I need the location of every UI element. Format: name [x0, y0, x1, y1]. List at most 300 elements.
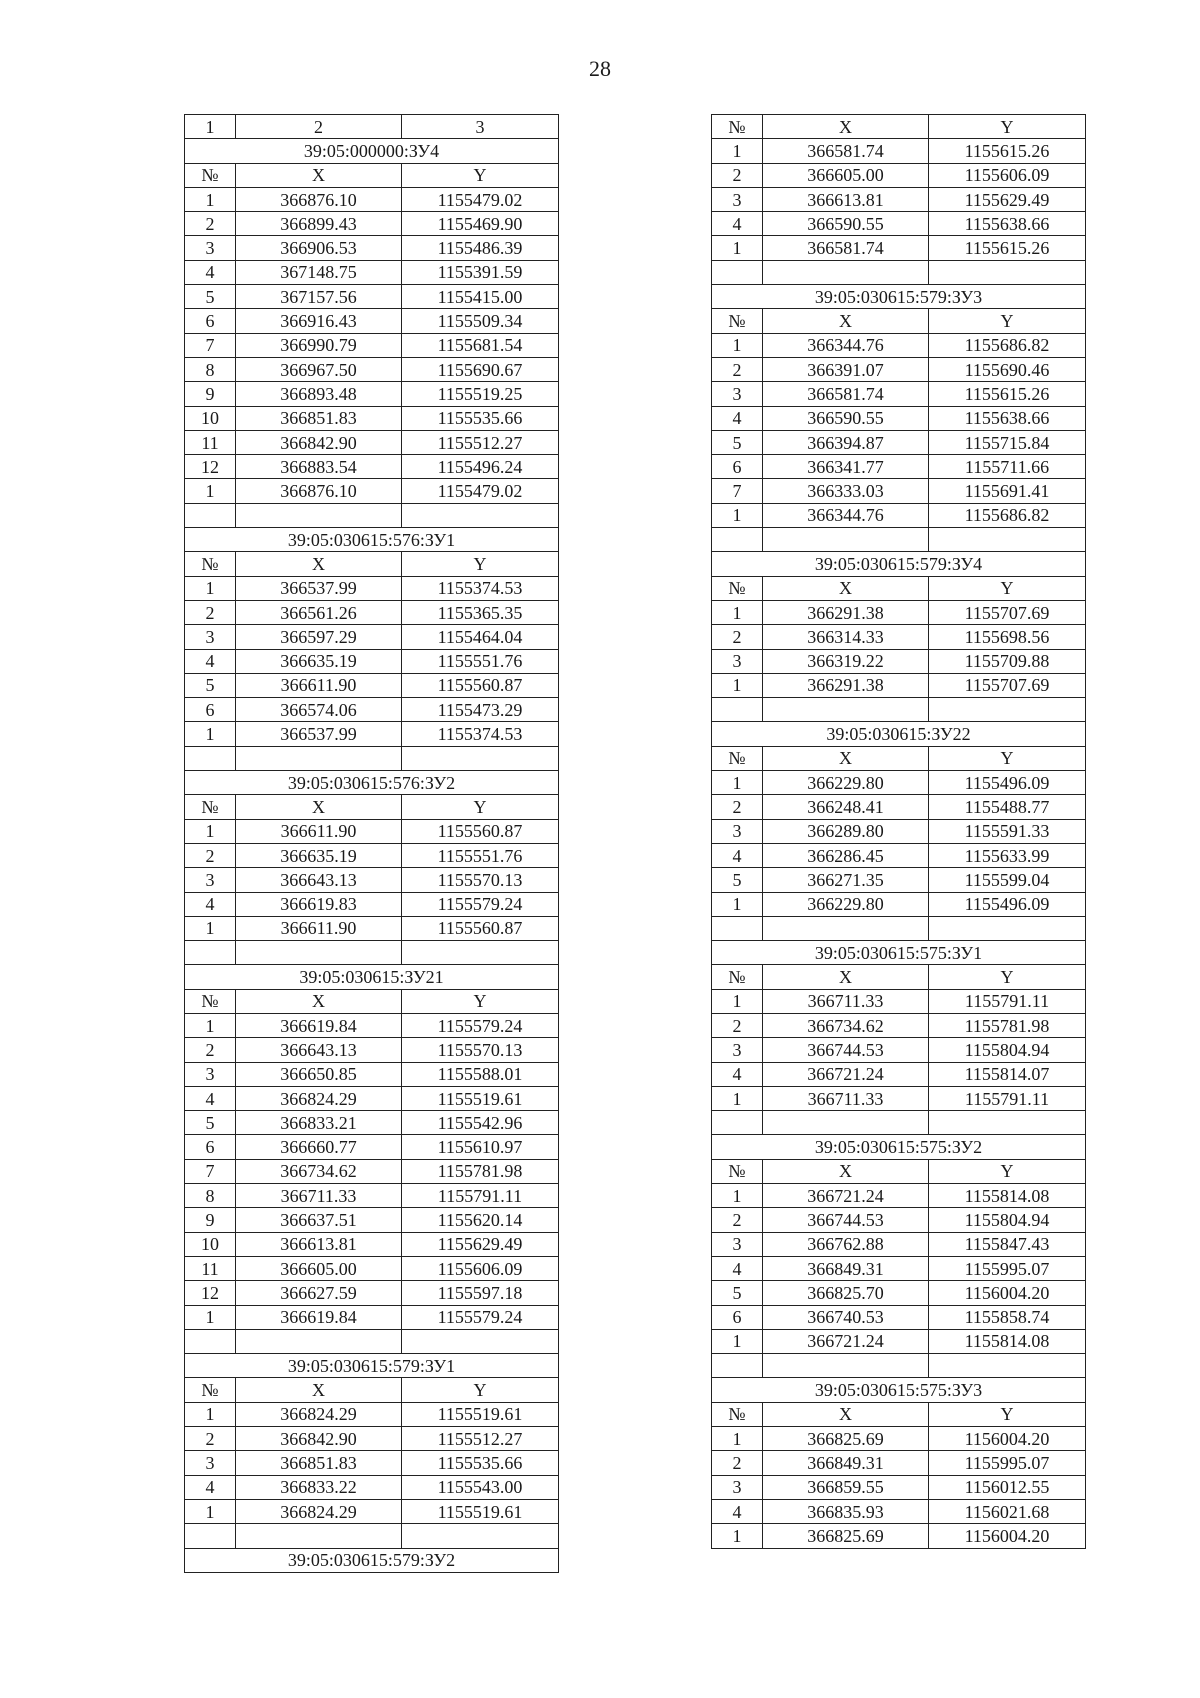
y-coordinate: 1155791.11	[929, 989, 1086, 1013]
column-number-label: №	[712, 1159, 763, 1183]
parcel-id: 39:05:030615:579:ЗУ1	[185, 1354, 559, 1378]
point-number: 1	[185, 916, 236, 940]
point-number: 2	[712, 625, 763, 649]
column-y-label: Y	[402, 795, 559, 819]
point-row	[185, 1475, 559, 1499]
y-coordinate: 1155374.53	[402, 576, 559, 600]
parcel-title-row	[185, 139, 559, 163]
column-number-label: №	[185, 989, 236, 1013]
y-coordinate: 1156004.20	[929, 1524, 1086, 1548]
y-coordinate: 1155560.87	[402, 673, 559, 697]
point-number: 1	[712, 333, 763, 357]
x-coordinate: 366611.90	[236, 916, 402, 940]
x-coordinate: 366876.10	[236, 187, 402, 211]
point-number: 4	[185, 649, 236, 673]
spacer-cell	[763, 260, 929, 284]
point-row	[185, 1402, 559, 1426]
y-coordinate: 1155711.66	[929, 455, 1086, 479]
x-coordinate: 366883.54	[236, 455, 402, 479]
point-row	[712, 1062, 1086, 1086]
spacer-cell	[929, 1354, 1086, 1378]
point-number: 2	[185, 1427, 236, 1451]
table-header-row	[185, 115, 559, 139]
point-number: 2	[712, 795, 763, 819]
x-coordinate: 366825.70	[763, 1281, 929, 1305]
x-coordinate: 366967.50	[236, 357, 402, 381]
point-number: 3	[185, 625, 236, 649]
point-row	[185, 1427, 559, 1451]
y-coordinate: 1155519.61	[402, 1499, 559, 1523]
y-coordinate: 1155638.66	[929, 406, 1086, 430]
y-coordinate: 1155374.53	[402, 722, 559, 746]
y-coordinate: 1155995.07	[929, 1451, 1086, 1475]
x-coordinate: 366721.24	[763, 1329, 929, 1353]
y-coordinate: 1156004.20	[929, 1427, 1086, 1451]
point-row	[712, 843, 1086, 867]
point-row	[185, 236, 559, 260]
point-number: 2	[185, 600, 236, 624]
parcel-id: 39:05:030615:575:ЗУ1	[712, 941, 1086, 965]
point-row	[185, 1232, 559, 1256]
column-x-label: X	[236, 1378, 402, 1402]
point-row	[712, 1232, 1086, 1256]
point-number: 8	[185, 1184, 236, 1208]
x-coordinate: 366851.83	[236, 406, 402, 430]
table-header-row	[712, 115, 1086, 139]
y-coordinate: 1155519.61	[402, 1402, 559, 1426]
point-row	[712, 1281, 1086, 1305]
column-header-row	[185, 552, 559, 576]
x-coordinate: 366849.31	[763, 1451, 929, 1475]
point-number: 6	[712, 1305, 763, 1329]
point-number: 1	[185, 819, 236, 843]
header-x-cell: 2	[236, 115, 402, 139]
x-coordinate: 366744.53	[763, 1208, 929, 1232]
column-x-label: X	[763, 965, 929, 989]
x-coordinate: 366711.33	[236, 1184, 402, 1208]
parcel-id: 39:05:030615:ЗУ21	[185, 965, 559, 989]
y-coordinate: 1155606.09	[929, 163, 1086, 187]
point-row	[712, 406, 1086, 430]
y-coordinate: 1155479.02	[402, 479, 559, 503]
x-coordinate: 366229.80	[763, 771, 929, 795]
y-coordinate: 1155535.66	[402, 406, 559, 430]
point-row	[185, 1256, 559, 1280]
column-header-row	[185, 163, 559, 187]
point-number: 4	[712, 1062, 763, 1086]
x-coordinate: 366721.24	[763, 1184, 929, 1208]
spacer-cell	[236, 746, 402, 770]
point-row	[185, 916, 559, 940]
column-header-row	[185, 989, 559, 1013]
point-row	[185, 212, 559, 236]
point-number: 4	[712, 843, 763, 867]
spacer-row	[712, 698, 1086, 722]
point-row	[185, 600, 559, 624]
spacer-cell	[402, 503, 559, 527]
y-coordinate: 1155415.00	[402, 285, 559, 309]
x-coordinate: 366824.29	[236, 1499, 402, 1523]
spacer-cell	[236, 941, 402, 965]
y-coordinate: 1155638.66	[929, 212, 1086, 236]
point-number: 3	[185, 868, 236, 892]
x-coordinate: 366581.74	[763, 236, 929, 260]
spacer-row	[185, 1524, 559, 1548]
parcel-title-row	[712, 722, 1086, 746]
x-coordinate: 366248.41	[763, 795, 929, 819]
column-x-label: X	[236, 989, 402, 1013]
x-coordinate: 366613.81	[236, 1232, 402, 1256]
x-coordinate: 367148.75	[236, 260, 402, 284]
point-row	[712, 1208, 1086, 1232]
point-number: 2	[712, 1013, 763, 1037]
point-number: 3	[712, 1475, 763, 1499]
y-coordinate: 1155633.99	[929, 843, 1086, 867]
x-coordinate: 366619.84	[236, 1013, 402, 1037]
x-coordinate: 366574.06	[236, 698, 402, 722]
x-coordinate: 366825.69	[763, 1427, 929, 1451]
point-number: 10	[185, 1232, 236, 1256]
point-row	[185, 1111, 559, 1135]
spacer-cell	[185, 941, 236, 965]
point-row	[712, 187, 1086, 211]
x-coordinate: 366619.84	[236, 1305, 402, 1329]
spacer-cell	[929, 698, 1086, 722]
point-number: 3	[712, 649, 763, 673]
parcel-title-row	[712, 1135, 1086, 1159]
point-row	[185, 576, 559, 600]
parcel-title-row	[185, 528, 559, 552]
spacer-row	[185, 1329, 559, 1353]
parcel-title-row	[712, 285, 1086, 309]
point-number: 1	[712, 1524, 763, 1548]
point-row	[185, 1013, 559, 1037]
x-coordinate: 366893.48	[236, 382, 402, 406]
point-row	[712, 236, 1086, 260]
parcel-title-row	[185, 965, 559, 989]
column-header-row	[185, 1378, 559, 1402]
y-coordinate: 1155469.90	[402, 212, 559, 236]
parcel-id: 39:05:030615:575:ЗУ2	[712, 1135, 1086, 1159]
point-row	[185, 285, 559, 309]
spacer-cell	[712, 1354, 763, 1378]
y-coordinate: 1155995.07	[929, 1256, 1086, 1280]
header-y-cell: Y	[929, 115, 1086, 139]
column-header-row	[712, 309, 1086, 333]
point-number: 1	[712, 1086, 763, 1110]
y-coordinate: 1155509.34	[402, 309, 559, 333]
x-coordinate: 366990.79	[236, 333, 402, 357]
point-row	[185, 673, 559, 697]
x-coordinate: 366643.13	[236, 868, 402, 892]
x-coordinate: 366271.35	[763, 868, 929, 892]
column-x-label: X	[763, 576, 929, 600]
point-row	[185, 1086, 559, 1110]
y-coordinate: 1155691.41	[929, 479, 1086, 503]
y-coordinate: 1155610.97	[402, 1135, 559, 1159]
x-coordinate: 366825.69	[763, 1524, 929, 1548]
column-y-label: Y	[929, 576, 1086, 600]
x-coordinate: 366537.99	[236, 722, 402, 746]
point-row	[712, 382, 1086, 406]
point-number: 1	[712, 1427, 763, 1451]
coordinates-table-left	[184, 114, 559, 1573]
point-number: 5	[712, 868, 763, 892]
column-y-label: Y	[402, 163, 559, 187]
point-number: 5	[712, 1281, 763, 1305]
spacer-cell	[236, 1524, 402, 1548]
spacer-cell	[763, 1354, 929, 1378]
x-coordinate: 366643.13	[236, 1038, 402, 1062]
y-coordinate: 1155464.04	[402, 625, 559, 649]
spacer-cell	[712, 260, 763, 284]
x-coordinate: 366394.87	[763, 430, 929, 454]
point-row	[185, 843, 559, 867]
x-coordinate: 366286.45	[763, 843, 929, 867]
y-coordinate: 1155690.46	[929, 357, 1086, 381]
column-number-label: №	[712, 309, 763, 333]
y-coordinate: 1155804.94	[929, 1208, 1086, 1232]
point-row	[712, 1451, 1086, 1475]
x-coordinate: 366833.22	[236, 1475, 402, 1499]
point-row	[185, 333, 559, 357]
point-row	[712, 1256, 1086, 1280]
right-coordinates-column	[711, 114, 1085, 1549]
point-number: 1	[185, 479, 236, 503]
x-coordinate: 366581.74	[763, 139, 929, 163]
point-number: 5	[185, 285, 236, 309]
point-number: 3	[185, 236, 236, 260]
point-number: 7	[185, 333, 236, 357]
x-coordinate: 366581.74	[763, 382, 929, 406]
parcel-id: 39:05:030615:579:ЗУ3	[712, 285, 1086, 309]
point-row	[712, 1499, 1086, 1523]
point-row	[712, 1184, 1086, 1208]
parcel-title-row	[712, 941, 1086, 965]
point-row	[185, 625, 559, 649]
point-number: 2	[185, 843, 236, 867]
point-row	[712, 868, 1086, 892]
point-row	[712, 1524, 1086, 1548]
parcel-title-row	[185, 1548, 559, 1572]
header-x-cell: X	[763, 115, 929, 139]
x-coordinate: 366590.55	[763, 212, 929, 236]
x-coordinate: 366835.93	[763, 1499, 929, 1523]
x-coordinate: 366391.07	[763, 357, 929, 381]
x-coordinate: 366916.43	[236, 309, 402, 333]
coordinates-table-right	[711, 114, 1086, 1549]
x-coordinate: 366711.33	[763, 1086, 929, 1110]
header-number-cell: №	[712, 115, 763, 139]
y-coordinate: 1156012.55	[929, 1475, 1086, 1499]
spacer-cell	[236, 1329, 402, 1353]
point-number: 4	[712, 1499, 763, 1523]
y-coordinate: 1155560.87	[402, 916, 559, 940]
y-coordinate: 1155615.26	[929, 382, 1086, 406]
point-row	[185, 406, 559, 430]
y-coordinate: 1155570.13	[402, 1038, 559, 1062]
y-coordinate: 1155570.13	[402, 868, 559, 892]
y-coordinate: 1155791.11	[929, 1086, 1086, 1110]
point-row	[185, 1281, 559, 1305]
x-coordinate: 366344.76	[763, 503, 929, 527]
point-row	[712, 455, 1086, 479]
point-row	[185, 1062, 559, 1086]
point-row	[185, 819, 559, 843]
x-coordinate: 366229.80	[763, 892, 929, 916]
column-header-row	[712, 965, 1086, 989]
point-row	[712, 795, 1086, 819]
y-coordinate: 1155551.76	[402, 649, 559, 673]
parcel-title-row	[185, 771, 559, 795]
x-coordinate: 366291.38	[763, 600, 929, 624]
spacer-cell	[763, 528, 929, 552]
x-coordinate: 366314.33	[763, 625, 929, 649]
point-number: 1	[712, 1184, 763, 1208]
point-number: 6	[185, 309, 236, 333]
y-coordinate: 1155365.35	[402, 600, 559, 624]
spacer-row	[185, 503, 559, 527]
x-coordinate: 366333.03	[763, 479, 929, 503]
column-y-label: Y	[402, 1378, 559, 1402]
point-number: 1	[185, 1305, 236, 1329]
point-number: 1	[712, 1329, 763, 1353]
y-coordinate: 1155709.88	[929, 649, 1086, 673]
point-number: 4	[712, 1256, 763, 1280]
y-coordinate: 1155606.09	[402, 1256, 559, 1280]
column-header-row	[712, 746, 1086, 770]
point-number: 1	[712, 236, 763, 260]
point-row	[185, 1305, 559, 1329]
y-coordinate: 1155591.33	[929, 819, 1086, 843]
spacer-cell	[402, 941, 559, 965]
spacer-cell	[712, 1111, 763, 1135]
header-number-cell: 1	[185, 115, 236, 139]
point-number: 2	[712, 1451, 763, 1475]
point-number: 4	[185, 892, 236, 916]
spacer-cell	[712, 916, 763, 940]
spacer-row	[712, 916, 1086, 940]
y-coordinate: 1155496.09	[929, 892, 1086, 916]
spacer-cell	[185, 1329, 236, 1353]
x-coordinate: 366650.85	[236, 1062, 402, 1086]
column-y-label: Y	[929, 965, 1086, 989]
x-coordinate: 366590.55	[763, 406, 929, 430]
y-coordinate: 1155707.69	[929, 600, 1086, 624]
point-number: 1	[185, 1402, 236, 1426]
spacer-cell	[402, 1524, 559, 1548]
spacer-row	[712, 260, 1086, 284]
point-row	[185, 1159, 559, 1183]
point-row	[185, 382, 559, 406]
column-y-label: Y	[929, 309, 1086, 333]
x-coordinate: 366740.53	[763, 1305, 929, 1329]
point-row	[712, 333, 1086, 357]
column-header-row	[712, 1402, 1086, 1426]
point-number: 6	[712, 455, 763, 479]
column-number-label: №	[712, 746, 763, 770]
point-row	[712, 357, 1086, 381]
x-coordinate: 366899.43	[236, 212, 402, 236]
point-number: 7	[712, 479, 763, 503]
x-coordinate: 366734.62	[763, 1013, 929, 1037]
column-header-row	[712, 1159, 1086, 1183]
parcel-id: 39:05:000000:ЗУ4	[185, 139, 559, 163]
point-number: 1	[185, 576, 236, 600]
point-row	[185, 455, 559, 479]
point-row	[185, 187, 559, 211]
x-coordinate: 366619.83	[236, 892, 402, 916]
point-number: 3	[712, 1232, 763, 1256]
y-coordinate: 1155814.08	[929, 1184, 1086, 1208]
y-coordinate: 1155858.74	[929, 1305, 1086, 1329]
point-number: 2	[712, 163, 763, 187]
point-number: 11	[185, 1256, 236, 1280]
left-coordinates-column	[184, 114, 558, 1573]
y-coordinate: 1156004.20	[929, 1281, 1086, 1305]
y-coordinate: 1155579.24	[402, 892, 559, 916]
y-coordinate: 1155488.77	[929, 795, 1086, 819]
y-coordinate: 1155391.59	[402, 260, 559, 284]
point-number: 5	[712, 430, 763, 454]
point-row	[185, 868, 559, 892]
x-coordinate: 366605.00	[763, 163, 929, 187]
column-y-label: Y	[929, 1402, 1086, 1426]
point-row	[712, 625, 1086, 649]
x-coordinate: 366859.55	[763, 1475, 929, 1499]
spacer-cell	[236, 503, 402, 527]
y-coordinate: 1155597.18	[402, 1281, 559, 1305]
y-coordinate: 1155473.29	[402, 698, 559, 722]
x-coordinate: 366319.22	[763, 649, 929, 673]
point-number: 7	[185, 1159, 236, 1183]
parcel-id: 39:05:030615:579:ЗУ2	[185, 1548, 559, 1572]
point-number: 1	[712, 892, 763, 916]
point-row	[185, 1184, 559, 1208]
y-coordinate: 1155620.14	[402, 1208, 559, 1232]
y-coordinate: 1155543.00	[402, 1475, 559, 1499]
x-coordinate: 366611.90	[236, 673, 402, 697]
point-number: 1	[185, 1499, 236, 1523]
y-coordinate: 1155560.87	[402, 819, 559, 843]
spacer-cell	[929, 528, 1086, 552]
point-number: 3	[712, 187, 763, 211]
point-row	[712, 819, 1086, 843]
y-coordinate: 1155629.49	[929, 187, 1086, 211]
x-coordinate: 366762.88	[763, 1232, 929, 1256]
spacer-cell	[402, 1329, 559, 1353]
column-x-label: X	[763, 746, 929, 770]
y-coordinate: 1155791.11	[402, 1184, 559, 1208]
x-coordinate: 366344.76	[763, 333, 929, 357]
column-y-label: Y	[402, 989, 559, 1013]
x-coordinate: 366721.24	[763, 1062, 929, 1086]
point-number: 9	[185, 1208, 236, 1232]
point-number: 4	[712, 212, 763, 236]
point-row	[185, 260, 559, 284]
point-number: 5	[185, 1111, 236, 1135]
point-row	[185, 722, 559, 746]
y-coordinate: 1155496.09	[929, 771, 1086, 795]
point-number: 11	[185, 430, 236, 454]
x-coordinate: 366842.90	[236, 430, 402, 454]
y-coordinate: 1155519.25	[402, 382, 559, 406]
spacer-cell	[402, 746, 559, 770]
point-row	[185, 430, 559, 454]
x-coordinate: 366613.81	[763, 187, 929, 211]
y-coordinate: 1155686.82	[929, 333, 1086, 357]
point-row	[712, 1013, 1086, 1037]
